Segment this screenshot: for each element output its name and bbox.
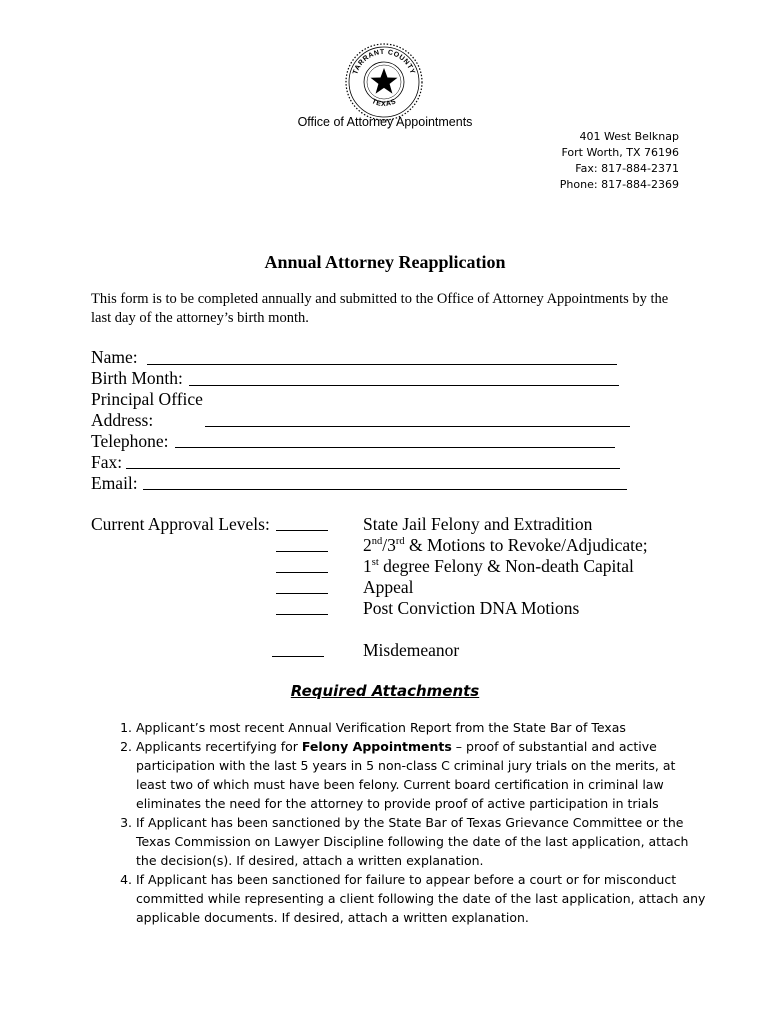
address-line[interactable] (205, 426, 630, 427)
address-phone: Phone: 817-884-2369 (559, 178, 679, 191)
telephone-label: Telephone: (91, 431, 169, 451)
attachment-item-4: 4. If Applicant has been sanctioned for failure to appear before a court or for misconduct committed while representing a client following the date of the last application, attach any applicable documents. If desired, attach a written explanation. (136, 870, 706, 927)
appeal-blank[interactable] (276, 593, 328, 594)
first-degree-blank[interactable] (276, 572, 328, 573)
level-first-degree: 1st degree Felony & Non-death Capital (363, 556, 634, 576)
attachment-item-1: 1. Applicant’s most recent Annual Verification Report from the State Bar of Texas (136, 718, 706, 737)
birth-month-line[interactable] (189, 385, 619, 386)
principal-office-label: Principal Office (91, 389, 203, 409)
address-city: Fort Worth, TX 76196 (561, 146, 679, 159)
birth-month-label: Birth Month: (91, 368, 183, 388)
seal-text-bottom: TEXAS (370, 98, 398, 109)
approval-levels-label: Current Approval Levels: (91, 514, 270, 534)
second-third-blank[interactable] (276, 551, 328, 552)
name-label: Name: (91, 347, 138, 367)
post-conviction-blank[interactable] (276, 614, 328, 615)
form-title: Annual Attorney Reapplication (264, 252, 506, 272)
state-jail-blank[interactable] (276, 530, 328, 531)
level-misdemeanor: Misdemeanor (363, 640, 460, 660)
level-second-third: 2nd/3rd & Motions to Revoke/Adjudicate; (363, 535, 648, 555)
attachments-list (110, 718, 706, 927)
attachment-item-2: 2. Applicants recertifying for Felony Appointments – proof of substantial and active participation with the last 5 years in 5 non-class C criminal jury trials on the merits, at least two of which must have been felony. Current board certification in criminal law eliminates the need for the attorney to provide proof of active participation in trials (136, 737, 706, 813)
required-attachments-heading: Required Attachments (290, 682, 480, 700)
level-appeal: Appeal (363, 577, 414, 597)
form-intro: This form is to be completed annually and submitted to the Office of Attorney Appointments by the last day of the attorney’s birth month. (91, 291, 669, 326)
level-state-jail: State Jail Felony and Extradition (363, 514, 593, 534)
misdemeanor-blank[interactable] (272, 656, 324, 657)
level-post-conviction: Post Conviction DNA Motions (363, 598, 580, 618)
name-line[interactable] (147, 364, 617, 365)
address-street: 401 West Belknap (579, 130, 679, 143)
email-label: Email: (91, 473, 138, 493)
email-line[interactable] (143, 489, 627, 490)
telephone-line[interactable] (175, 447, 615, 448)
county-seal (344, 42, 424, 122)
address-label: Address: (91, 410, 154, 430)
svg-text:TEXAS (371, 98, 398, 108)
attachment-item-3: 3. If Applicant has been sanctioned by the State Bar of Texas Grievance Committee or the Texas Commission on Lawyer Discipline following the date of the last application, attach the decision(s). If desired, attach a written explanation. (136, 813, 706, 870)
office-name: Office of Attorney Appointments (297, 115, 473, 129)
seal-text-top: TARRANT COUNTY (352, 48, 416, 76)
address-fax: Fax: 817-884-2371 (575, 162, 679, 175)
fax-line[interactable] (126, 468, 620, 469)
fax-label: Fax: (91, 452, 123, 472)
